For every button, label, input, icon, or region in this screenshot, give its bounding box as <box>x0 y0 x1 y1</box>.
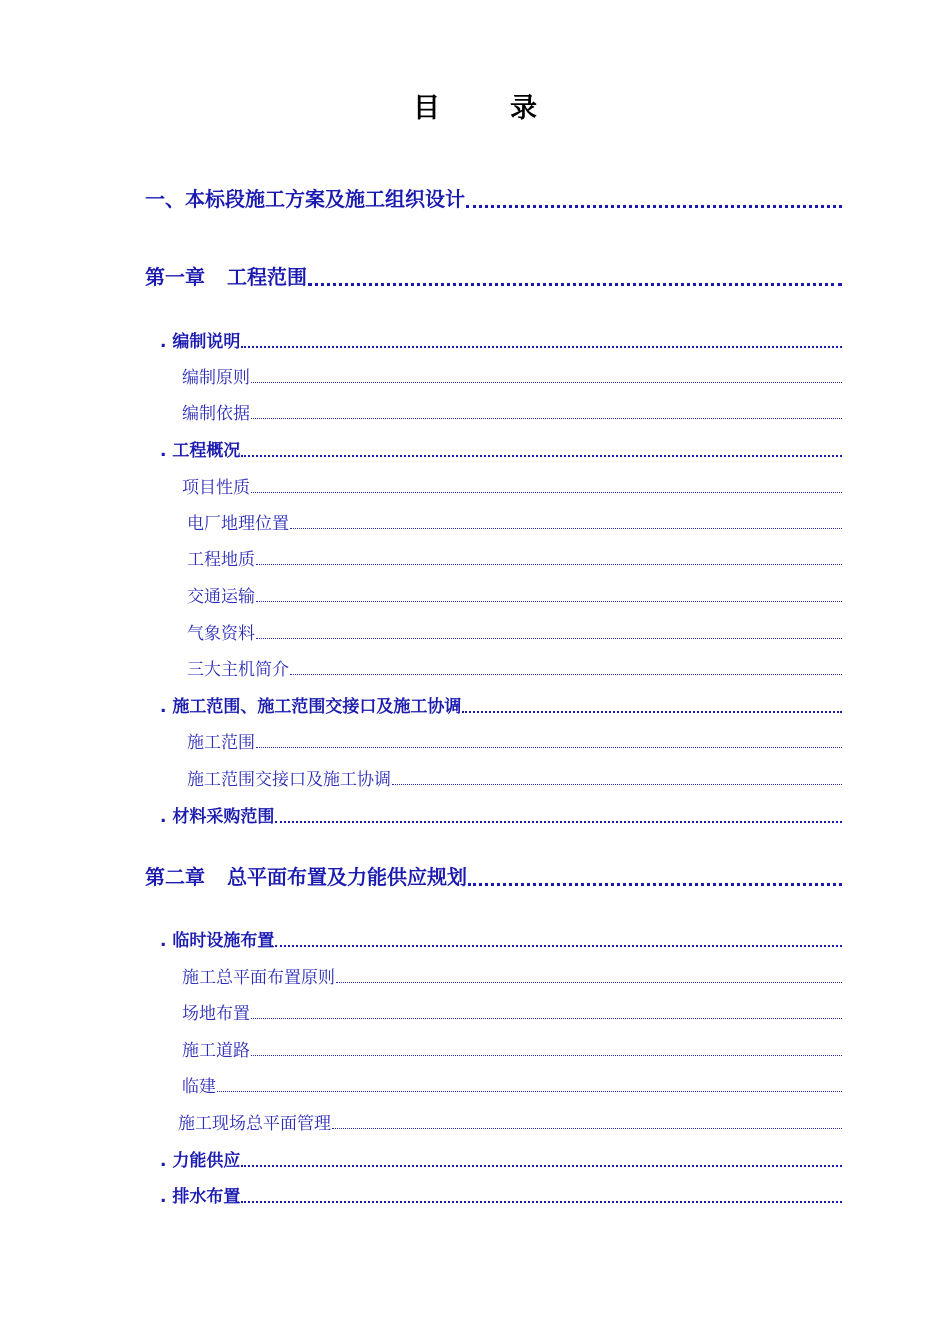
dot-leader <box>251 491 842 493</box>
dot-leader <box>275 944 842 947</box>
toc-entry-subsection[interactable] <box>182 1036 842 1061</box>
toc-entry-label: . 力能供应 <box>160 1151 241 1171</box>
toc-entry-subsection[interactable] <box>187 545 842 570</box>
toc-entry-subsection[interactable] <box>182 363 842 388</box>
dot-leader <box>290 673 842 675</box>
toc-entry-subsection[interactable] <box>182 1072 842 1097</box>
toc-entry-part-1[interactable] <box>145 183 842 212</box>
toc-entry-subsection[interactable] <box>187 619 842 644</box>
dot-leader <box>466 204 842 208</box>
dot-leader <box>290 527 842 529</box>
toc-entry-section[interactable] <box>160 1146 842 1171</box>
toc-entry-subsection[interactable] <box>187 728 842 753</box>
title-char-1: 目 <box>413 93 440 124</box>
dot-leader <box>241 1164 842 1167</box>
dot-leader <box>468 882 842 886</box>
dot-leader <box>275 820 842 823</box>
dot-leader <box>251 1017 842 1019</box>
dot-leader <box>332 1127 842 1129</box>
chapter-number: 第一章 <box>145 265 205 289</box>
dot-leader <box>462 710 842 713</box>
dot-leader <box>256 600 842 602</box>
toc-entry-label: 临建 <box>182 1077 216 1097</box>
dot-leader <box>336 981 842 983</box>
toc-entry-label: 工程地质 <box>187 550 255 570</box>
toc-entry-label: 编制原则 <box>182 368 250 388</box>
toc-entry-section[interactable] <box>160 327 842 352</box>
toc-entry-section[interactable] <box>160 926 842 951</box>
toc-entry-chapter-1[interactable] <box>145 261 842 290</box>
toc-entry-subsection[interactable] <box>187 582 842 607</box>
toc-entry-label: 交通运输 <box>187 587 255 607</box>
toc-entry-label: . 施工范围、施工范围交接口及施工协调 <box>160 697 462 717</box>
dot-leader <box>251 417 842 419</box>
toc-entry-subsection[interactable] <box>178 1109 842 1134</box>
toc-entry-label: 项目性质 <box>182 478 250 498</box>
toc-entry-label: 气象资料 <box>187 624 255 644</box>
dot-leader <box>241 454 842 457</box>
toc-entry-label: 电厂地理位置 <box>187 514 289 534</box>
toc-entry-subsection[interactable] <box>187 509 842 534</box>
toc-entry-subsection[interactable] <box>182 963 842 988</box>
toc-entry-label: . 排水布置 <box>160 1187 241 1207</box>
toc-entry-section[interactable] <box>160 802 842 827</box>
toc-entry-section[interactable] <box>160 692 842 717</box>
dot-leader <box>217 1090 842 1092</box>
toc-entry-label: . 工程概况 <box>160 441 241 461</box>
toc-entry-subsection[interactable] <box>182 473 842 498</box>
title-char-2: 录 <box>510 93 537 124</box>
dot-leader <box>241 345 842 348</box>
chapter-number: 第二章 <box>145 865 205 889</box>
dot-leader <box>308 282 842 286</box>
chapter-title: 总平面布置及力能供应规划 <box>227 865 467 889</box>
toc-entry-label: . 临时设施布置 <box>160 931 275 951</box>
toc-entry-subsection[interactable] <box>187 765 842 790</box>
toc-entry-label: 场地布置 <box>182 1004 250 1024</box>
dot-leader <box>256 637 842 639</box>
toc-entry-label: 施工范围交接口及施工协调 <box>187 770 391 790</box>
dot-leader <box>256 563 842 565</box>
toc-entry-subsection[interactable] <box>182 999 842 1024</box>
dot-leader <box>392 783 842 785</box>
dot-leader <box>251 381 842 383</box>
toc-entry-chapter-2[interactable] <box>145 861 842 890</box>
toc-entry-subsection[interactable] <box>187 655 842 680</box>
toc-entry-label: 施工现场总平面管理 <box>178 1114 331 1134</box>
toc-entry-label: 施工总平面布置原则 <box>182 968 335 988</box>
toc-entry-label: 一、本标段施工方案及施工组织设计 <box>145 187 465 211</box>
toc-entry-label: . 材料采购范围 <box>160 807 275 827</box>
toc-entry-label: . 编制说明 <box>160 332 241 352</box>
toc-entry-section[interactable] <box>160 436 842 461</box>
toc-entry-label: 施工范围 <box>187 733 255 753</box>
dot-leader <box>251 1054 842 1056</box>
toc-entry-subsection[interactable] <box>182 399 842 424</box>
toc-entry-label: 编制依据 <box>182 404 250 424</box>
dot-leader <box>256 746 842 748</box>
toc-entry-label: 三大主机简介 <box>187 660 289 680</box>
chapter-title: 工程范围 <box>227 265 307 289</box>
toc-entry-label: 施工道路 <box>182 1041 250 1061</box>
dot-leader <box>241 1200 842 1203</box>
toc-entry-section[interactable] <box>160 1182 842 1207</box>
